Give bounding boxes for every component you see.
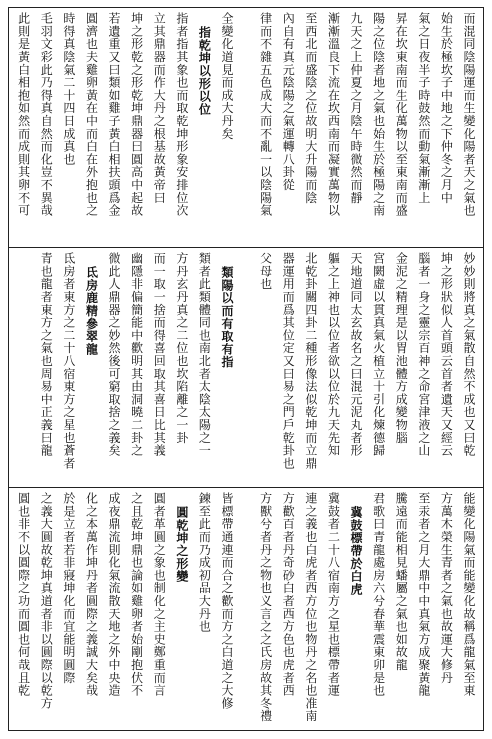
text-column: 鍊至此而乃成初品大丹也	[197, 492, 212, 633]
text-column: 腦者一身之靈宗百神之命宮津液之山	[416, 252, 431, 457]
text-column: 方獸兮者丹之物也义言之之氏房故其冬禮	[258, 492, 273, 723]
text-column: 北乾卦關四卦二種形像法似乾坤而立鼎	[303, 252, 318, 470]
register-2-right-half	[254, 252, 480, 483]
text-column: 圓也非不以圓際之功而圓也何哉且乾	[16, 492, 31, 697]
text-column: 器運用而爲其位定又曰易之門戶乾卦也	[281, 252, 296, 470]
text-column: 九天之上仲夏之月陰午時微然而靜	[349, 12, 364, 204]
text-column: 宮闕虛以貫真氣火植立十引化煉德歸	[371, 252, 386, 457]
section-heading-column: 類陽以而有取有指	[220, 266, 234, 369]
text-column: 毛羽文彩此乃得真自然而化豈不異哉	[39, 12, 54, 217]
text-column: 而混同陰陽運而生變化陽者天之氣也	[462, 12, 476, 217]
text-column: 至汞者之月大鼎中中真氣方成聚黃龍	[416, 492, 431, 697]
text-column: 此則是黃白相抱如然而成則其卵不可	[16, 12, 31, 217]
text-column: 氣之日夜半子時鼓然而動氣漸漸上	[416, 12, 431, 204]
text-column: 方萬木榮生青者之氣也故運大修丹	[439, 492, 454, 684]
text-column: 金泥之精理是以胃池體方成變物腦	[394, 252, 409, 444]
text-column: 幽隱非偏簡能中歡明其由洞曉二卦之	[129, 252, 144, 457]
text-column: 之義大圓故乾坤真道者非以圓際以乾方	[39, 492, 54, 710]
register-1-right-half	[254, 12, 480, 243]
text-column: 若遺重又曰類如雞子黃白相扶頭爲金	[107, 12, 122, 217]
text-column: 冀鼓者二十八宿南方之星也標帶者運	[326, 492, 341, 697]
text-column: 全變化道見而成大丹矣	[220, 12, 234, 140]
text-column: 內自有真元陰陽之氣運轉八卦從	[281, 12, 296, 192]
text-column: 君歌曰青龍處房六兮春華震東卯是也	[371, 492, 386, 697]
text-column: 騰遠而能相見蟠屬之氣也如故龍	[394, 492, 409, 672]
text-column: 妙妙則將真之氣散自然不成也又曰乾	[462, 252, 476, 457]
text-column: 化之本萬作坤丹者圓際之義誠大矣哉	[84, 492, 99, 697]
text-column: 圓者革圓之象也制化之主史鄭重而言	[152, 492, 167, 697]
text-column: 能變化陽氣而能變化故稱爲龍氣至東	[462, 492, 476, 697]
text-column: 連之義也白虎者西方位也物丹之名也准南	[303, 492, 318, 723]
section-heading-column: 指乾坤以形以位	[197, 26, 212, 116]
text-column: 方歡百者丹奇砂白者西方色也虎者西	[281, 492, 296, 697]
text-column: 始生於極坎子中地之下仲冬之月中	[439, 12, 454, 204]
text-column: 成夜鼎流則化氣流散天地之外中央造	[107, 492, 122, 697]
text-column: 軀之上神也以位者欲以位於九天先知	[326, 252, 341, 457]
section-heading-column: 冀鼓標帶於白虎	[349, 506, 364, 596]
text-column: 漸漸溫良下流在坎西南而凝實萬物以	[326, 12, 341, 217]
text-column: 皆標帶通連而合之歡而方之白道之大修	[220, 492, 234, 710]
text-column: 天地道同太玄故名之曰混元泥丸者形	[349, 252, 364, 457]
text-column: 立其鼎器而作大丹之根基故黃帝曰	[152, 12, 167, 204]
text-column: 律而不雜五色成大而不亂一以陰陽氣	[258, 12, 273, 217]
text-column: 方丹玄丹真之二位也坎陷離之一卦	[174, 252, 189, 444]
register-2-left-half	[12, 252, 238, 483]
text-column: 圓濟也夫雞卵黃在中而白在外抱也之	[84, 12, 99, 217]
text-column: 至西北而盛陰之位故明大升陽而陰	[303, 12, 318, 204]
text-column: 類者此類體同也南北者太陰太陽之一	[197, 252, 212, 457]
text-column: 微此人鼎器之妙然後可窮取捨之義矣	[107, 252, 122, 457]
register-3-left-half	[12, 492, 238, 726]
register-2	[9, 248, 483, 488]
text-column: 氐房者東方之二十八宿東方之星也蒼者	[61, 252, 76, 470]
section-heading-column: 氐房鹿精參翠龍	[84, 266, 99, 356]
text-column: 父母也	[258, 252, 273, 291]
text-column: 青也龍者東方之氣也周易中正義曰龍	[39, 252, 54, 457]
register-3-right-half	[254, 492, 480, 726]
text-column: 陽之位陰者地之氣也始生於極陽之南	[371, 12, 386, 217]
text-column: 指者指其象也而取乾坤形象安排位次	[174, 12, 189, 217]
text-column: 坤之形狀似人首頭云首者遺天又經云	[439, 252, 454, 457]
register-1-left-half	[12, 12, 238, 243]
section-heading-column: 圓乾坤之形變	[174, 506, 189, 583]
register-1	[9, 8, 483, 248]
text-column: 時得真陰氣二十四日成真也	[61, 12, 76, 166]
text-column: 而一取一捨而得喜回取其喜日比其義	[152, 252, 167, 457]
page-frame	[8, 7, 484, 731]
register-3	[9, 488, 483, 730]
text-column: 之且乾坤鼎也論如雞卵者始剛抱伏不	[129, 492, 144, 697]
text-column: 於是立者若非寢坤化而宜能明圓際	[61, 492, 76, 684]
text-column: 坤之形乾之形乾坤鼎器曰圓高中起故	[129, 12, 144, 217]
text-column: 昇在坎東南而生化萬物以至東南而盛	[394, 12, 409, 217]
